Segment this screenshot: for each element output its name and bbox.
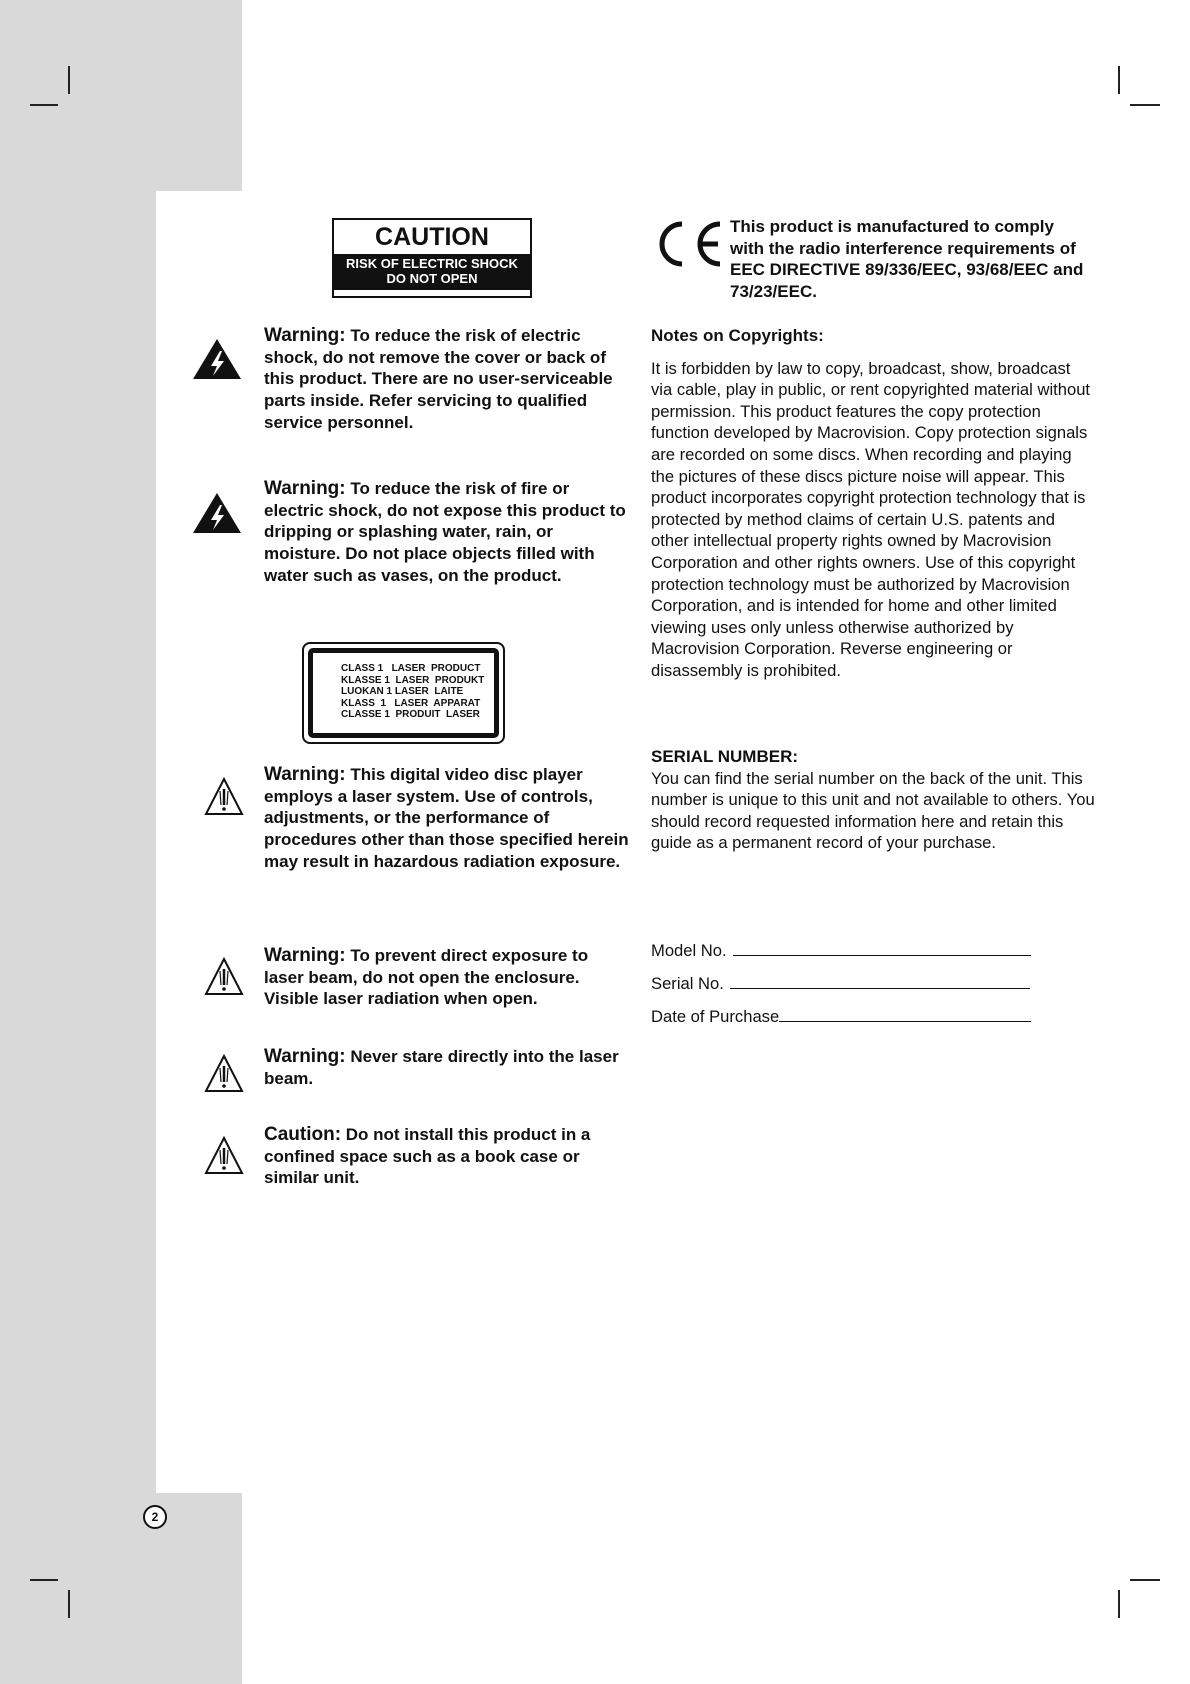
serial-number-line [730, 974, 1030, 989]
warning-lead: Warning: [264, 764, 346, 785]
serial-body: You can find the serial number on the back of the unit. This number is unique to this unit and not available to others. You should record requested information here and retain this guide as a permanent record of your purchase. [651, 768, 1095, 853]
warning-lead: Warning: [264, 945, 346, 966]
crop-mark [30, 104, 58, 106]
ce-compliance-text: This product is manufactured to comply with the radio interference requirements of EEC DIRECTIVE 89/336/EEC, 93/68/EEC and 73/23/EEC. [730, 217, 1084, 302]
crop-mark [1118, 66, 1120, 94]
purchase-date-label: Date of Purchase [651, 1007, 780, 1026]
laser-class-label-inner [308, 648, 499, 738]
model-number-field [651, 941, 1031, 961]
serial-number-field [651, 974, 1030, 994]
caution-title: CAUTION [375, 223, 489, 251]
margin-shade-bottom [0, 1493, 242, 1684]
warning-laser-system [264, 764, 629, 873]
laser-label-line: KLASS 1 LASER APPARAT [341, 697, 481, 709]
purchase-date-line [779, 1007, 1031, 1022]
warning-text: Do not install this product in a confined space such as a book case or similar unit. [264, 1125, 591, 1188]
exclamation-triangle-icon [204, 1136, 244, 1176]
warning-laser-exposure [264, 945, 629, 1010]
serial-heading: SERIAL NUMBER: [651, 747, 799, 766]
model-number-line [733, 941, 1031, 956]
crop-mark [30, 1579, 58, 1581]
warning-text: Never stare directly into the laser beam. [264, 1047, 619, 1088]
laser-label-line: LUOKAN 1 LASER LAITE [341, 686, 464, 697]
serial-section [651, 746, 1096, 854]
purchase-date-field [651, 1007, 1031, 1027]
model-number-label: Model No. [651, 941, 727, 960]
ce-mark-icon [652, 218, 724, 270]
warning-text: To reduce the risk of electric shock, do not remove the cover or back of this product. There are no user-serviceable parts inside. Refer servicing to qualified service personnel. [264, 326, 613, 432]
laser-label-line: KLASSE 1 LASER PRODUKT [341, 674, 485, 686]
page-number: 2 [143, 1505, 167, 1529]
crop-mark [1130, 104, 1160, 106]
lightning-triangle-icon [191, 337, 243, 381]
serial-number-label: Serial No. [651, 974, 724, 993]
caution-line-1: RISK OF ELECTRIC SHOCK [346, 256, 518, 271]
laser-label-line: CLASSE 1 PRODUIT LASER [341, 709, 480, 720]
warning-electric-shock [264, 325, 629, 434]
copyright-body: It is forbidden by law to copy, broadcast, show, broadcast via cable, play in public, or rent copyrighted material without permission. This product features the copy protection function developed by Macrovision. Copy protection signals are recorded on some discs. When recording and playing the pictures of these discs picture noise will appear. This product incorporates copyright protection technology that is protected by method claims of certain U.S. patents and other intellectual property rights owned by Macrovision Corporation and other rights owners. Use of this copyright protection technology must be authorized by Macrovision Corporation, and is intended for home and other limited viewing uses only unless otherwise authorized by Macrovision Corporation. Reverse engineering or disassembly is prohibited. [651, 358, 1091, 680]
warning-lead: Warning: [264, 1046, 346, 1067]
warning-lead: Warning: [264, 478, 346, 499]
warning-fire-moisture [264, 478, 629, 587]
lightning-triangle-icon [191, 491, 243, 535]
warning-lead: Caution: [264, 1124, 342, 1145]
caution-line-2: DO NOT OPEN [386, 271, 478, 286]
caution-confined-space [264, 1124, 629, 1189]
caution-subtitle [334, 254, 530, 290]
copyright-heading: Notes on Copyrights: [651, 326, 824, 345]
exclamation-triangle-icon [204, 777, 244, 817]
caution-label [332, 218, 532, 298]
laser-label-line: CLASS 1 LASER PRODUCT [341, 663, 481, 674]
crop-mark [1118, 1590, 1120, 1618]
crop-mark [68, 1590, 70, 1618]
warning-laser-stare [264, 1046, 629, 1089]
warning-text: To reduce the risk of fire or electric shock, do not expose this product to dripping or splashing water, rain, or moisture. Do not place objects filled with water such as vases, on the product. [264, 479, 626, 585]
crop-mark [1130, 1579, 1160, 1581]
margin-shade-left [0, 0, 156, 1684]
exclamation-triangle-icon [204, 1054, 244, 1094]
warning-text: To prevent direct exposure to laser beam, do not open the enclosure. Visible laser radiation when open. [264, 946, 589, 1009]
laser-class-label [302, 642, 505, 744]
exclamation-triangle-icon [204, 957, 244, 997]
warning-lead: Warning: [264, 325, 346, 346]
copyright-section [651, 325, 1096, 682]
crop-mark [68, 66, 70, 94]
warning-text: This digital video disc player employs a laser system. Use of controls, adjustments, or the performance of procedures other than those specified herein may result in hazardous radiation exposure. [264, 765, 629, 871]
